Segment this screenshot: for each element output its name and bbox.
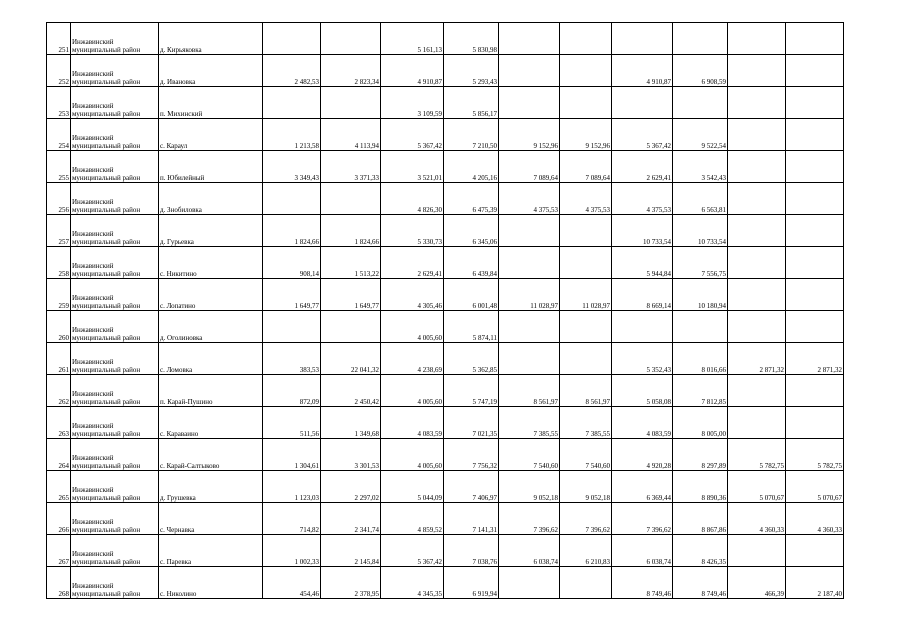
value-cell-c4: 5 293,43: [444, 55, 499, 87]
district-cell: Инжавинский муниципальный район: [71, 311, 159, 343]
value-cell-c7: 2 629,41: [612, 151, 673, 183]
value-cell-c2: 2 145,84: [321, 535, 381, 567]
value-cell-c8: 8 426,35: [673, 535, 728, 567]
value-cell-c9: [728, 55, 786, 87]
settlement-cell: с. Караваино: [159, 407, 263, 439]
value-cell-c6: [560, 55, 612, 87]
row-number: 263: [47, 407, 71, 439]
value-cell-c6: 4 375,53: [560, 183, 612, 215]
value-cell-c3: 4 305,46: [381, 279, 444, 311]
value-cell-c3: 4 005,60: [381, 375, 444, 407]
value-cell-c2: 22 041,32: [321, 343, 381, 375]
value-cell-c5: 7 089,64: [499, 151, 560, 183]
value-cell-c3: 4 005,60: [381, 439, 444, 471]
value-cell-c4: 7 406,97: [444, 471, 499, 503]
row-number: 258: [47, 247, 71, 279]
value-cell-c1: 908,14: [263, 247, 321, 279]
row-number: 251: [47, 23, 71, 55]
row-number: 266: [47, 503, 71, 535]
district-cell: Инжавинский муниципальный район: [71, 183, 159, 215]
value-cell-c1: 1 213,58: [263, 119, 321, 151]
value-cell-c6: [560, 87, 612, 119]
row-number: 260: [47, 311, 71, 343]
value-cell-c10: [786, 215, 844, 247]
district-cell: Инжавинский муниципальный район: [71, 375, 159, 407]
table-row: [47, 439, 844, 471]
settlement-cell: д. Кирьяковка: [159, 23, 263, 55]
value-cell-c7: 5 367,42: [612, 119, 673, 151]
table-row: [47, 311, 844, 343]
value-cell-c8: 8 890,36: [673, 471, 728, 503]
value-cell-c5: 8 561,97: [499, 375, 560, 407]
value-cell-c7: 8 749,46: [612, 567, 673, 599]
value-cell-c9: [728, 375, 786, 407]
value-cell-c5: [499, 215, 560, 247]
value-cell-c3: 5 367,42: [381, 535, 444, 567]
value-cell-c4: 7 021,35: [444, 407, 499, 439]
value-cell-c4: 5 747,19: [444, 375, 499, 407]
value-cell-c5: 9 052,18: [499, 471, 560, 503]
value-cell-c8: 9 522,54: [673, 119, 728, 151]
table-row: [47, 55, 844, 87]
value-cell-c3: 4 083,59: [381, 407, 444, 439]
table-row: [47, 471, 844, 503]
value-cell-c9: [728, 215, 786, 247]
value-cell-c6: 6 210,83: [560, 535, 612, 567]
value-cell-c8: 8 297,89: [673, 439, 728, 471]
table-row: [47, 183, 844, 215]
district-cell: Инжавинский муниципальный район: [71, 503, 159, 535]
value-cell-c5: 9 152,96: [499, 119, 560, 151]
value-cell-c8: 3 542,43: [673, 151, 728, 183]
row-number: 268: [47, 567, 71, 599]
settlement-cell: с. Ломовка: [159, 343, 263, 375]
value-cell-c10: [786, 375, 844, 407]
value-cell-c8: 6 563,81: [673, 183, 728, 215]
value-cell-c3: 4 859,52: [381, 503, 444, 535]
value-cell-c8: 8 005,00: [673, 407, 728, 439]
value-cell-c2: [321, 183, 381, 215]
value-cell-c2: [321, 311, 381, 343]
value-cell-c6: 9 052,18: [560, 471, 612, 503]
value-cell-c4: 7 038,76: [444, 535, 499, 567]
value-cell-c10: 5 782,75: [786, 439, 844, 471]
value-cell-c2: 2 378,95: [321, 567, 381, 599]
value-cell-c4: 7 210,50: [444, 119, 499, 151]
value-cell-c6: [560, 215, 612, 247]
value-cell-c2: 2 450,42: [321, 375, 381, 407]
value-cell-c10: 4 360,33: [786, 503, 844, 535]
value-cell-c8: [673, 87, 728, 119]
value-cell-c9: [728, 151, 786, 183]
value-cell-c1: 872,09: [263, 375, 321, 407]
row-number: 255: [47, 151, 71, 183]
value-cell-c1: 511,56: [263, 407, 321, 439]
value-cell-c3: 4 005,60: [381, 311, 444, 343]
value-cell-c10: 5 070,67: [786, 471, 844, 503]
value-cell-c4: 6 345,06: [444, 215, 499, 247]
value-cell-c7: 6 369,44: [612, 471, 673, 503]
table-row: [47, 503, 844, 535]
row-number: 262: [47, 375, 71, 407]
row-number: 264: [47, 439, 71, 471]
value-cell-c4: 5 874,11: [444, 311, 499, 343]
value-cell-c9: [728, 535, 786, 567]
value-cell-c9: [728, 311, 786, 343]
value-cell-c7: [612, 23, 673, 55]
value-cell-c10: [786, 23, 844, 55]
table-row: [47, 407, 844, 439]
table-row: [47, 215, 844, 247]
settlement-cell: д. Оголиновка: [159, 311, 263, 343]
value-cell-c1: 1 304,61: [263, 439, 321, 471]
value-cell-c4: 4 205,16: [444, 151, 499, 183]
district-cell: Инжавинский муниципальный район: [71, 343, 159, 375]
table-row: [47, 343, 844, 375]
value-cell-c1: 1 824,66: [263, 215, 321, 247]
district-cell: Инжавинский муниципальный район: [71, 567, 159, 599]
value-cell-c8: 6 908,59: [673, 55, 728, 87]
value-cell-c2: 2 341,74: [321, 503, 381, 535]
value-cell-c2: 1 824,66: [321, 215, 381, 247]
value-cell-c4: 5 362,85: [444, 343, 499, 375]
value-cell-c7: 4 920,28: [612, 439, 673, 471]
value-cell-c6: 9 152,96: [560, 119, 612, 151]
value-cell-c2: 1 513,22: [321, 247, 381, 279]
table-row: [47, 119, 844, 151]
value-cell-c6: [560, 247, 612, 279]
value-cell-c7: 5 352,43: [612, 343, 673, 375]
settlement-cell: п. Карай-Пушино: [159, 375, 263, 407]
table-row: [47, 247, 844, 279]
value-cell-c7: 8 669,14: [612, 279, 673, 311]
value-cell-c5: [499, 567, 560, 599]
value-cell-c8: 7 556,75: [673, 247, 728, 279]
table-row: [47, 23, 844, 55]
value-cell-c2: 3 371,33: [321, 151, 381, 183]
value-cell-c10: [786, 119, 844, 151]
value-cell-c6: 11 028,97: [560, 279, 612, 311]
value-cell-c10: [786, 407, 844, 439]
value-cell-c7: 7 396,62: [612, 503, 673, 535]
district-cell: Инжавинский муниципальный район: [71, 23, 159, 55]
value-cell-c9: [728, 87, 786, 119]
value-cell-c4: 5 830,98: [444, 23, 499, 55]
value-cell-c10: [786, 247, 844, 279]
value-cell-c2: 3 301,53: [321, 439, 381, 471]
value-cell-c8: 8 867,86: [673, 503, 728, 535]
value-cell-c3: 3 521,01: [381, 151, 444, 183]
value-cell-c4: 7 756,32: [444, 439, 499, 471]
value-cell-c1: 2 482,53: [263, 55, 321, 87]
row-number: 254: [47, 119, 71, 151]
value-cell-c5: [499, 87, 560, 119]
value-cell-c8: [673, 23, 728, 55]
value-cell-c1: [263, 23, 321, 55]
value-cell-c7: 6 038,74: [612, 535, 673, 567]
value-cell-c7: 5 058,08: [612, 375, 673, 407]
value-cell-c1: 1 123,03: [263, 471, 321, 503]
value-cell-c9: [728, 183, 786, 215]
value-cell-c9: 466,39: [728, 567, 786, 599]
district-cell: Инжавинский муниципальный район: [71, 119, 159, 151]
value-cell-c2: 1 649,77: [321, 279, 381, 311]
value-cell-c1: [263, 87, 321, 119]
value-cell-c5: 4 375,53: [499, 183, 560, 215]
row-number: 253: [47, 87, 71, 119]
table-row: [47, 375, 844, 407]
value-cell-c6: 8 561,97: [560, 375, 612, 407]
value-cell-c3: 2 629,41: [381, 247, 444, 279]
value-cell-c7: 4 375,53: [612, 183, 673, 215]
value-cell-c1: 3 349,43: [263, 151, 321, 183]
row-number: 257: [47, 215, 71, 247]
value-cell-c6: 7 396,62: [560, 503, 612, 535]
value-cell-c6: [560, 567, 612, 599]
value-cell-c10: 2 871,32: [786, 343, 844, 375]
district-cell: Инжавинский муниципальный район: [71, 247, 159, 279]
row-number: 267: [47, 535, 71, 567]
value-cell-c6: [560, 311, 612, 343]
table-row: [47, 87, 844, 119]
value-cell-c6: 7 089,64: [560, 151, 612, 183]
value-cell-c9: 4 360,33: [728, 503, 786, 535]
value-cell-c7: 10 733,54: [612, 215, 673, 247]
value-cell-c4: 7 141,31: [444, 503, 499, 535]
row-number: 256: [47, 183, 71, 215]
value-cell-c9: 5 070,67: [728, 471, 786, 503]
settlement-cell: п. Михинский: [159, 87, 263, 119]
value-cell-c7: 5 944,84: [612, 247, 673, 279]
value-cell-c3: 4 238,69: [381, 343, 444, 375]
value-cell-c2: 2 823,34: [321, 55, 381, 87]
value-cell-c6: [560, 23, 612, 55]
value-cell-c7: [612, 311, 673, 343]
value-cell-c5: 6 038,74: [499, 535, 560, 567]
row-number: 252: [47, 55, 71, 87]
value-cell-c7: [612, 87, 673, 119]
settlement-cell: с. Паревка: [159, 535, 263, 567]
value-cell-c3: 5 161,13: [381, 23, 444, 55]
value-cell-c9: [728, 247, 786, 279]
table-row: [47, 535, 844, 567]
district-cell: Инжавинский муниципальный район: [71, 215, 159, 247]
value-cell-c4: 6 001,48: [444, 279, 499, 311]
district-cell: Инжавинский муниципальный район: [71, 279, 159, 311]
value-cell-c2: 1 349,68: [321, 407, 381, 439]
district-cell: Инжавинский муниципальный район: [71, 535, 159, 567]
settlement-cell: д. Ивановка: [159, 55, 263, 87]
district-cell: Инжавинский муниципальный район: [71, 471, 159, 503]
district-cell: Инжавинский муниципальный район: [71, 151, 159, 183]
value-cell-c4: 6 439,84: [444, 247, 499, 279]
value-cell-c9: [728, 279, 786, 311]
value-cell-c5: [499, 55, 560, 87]
settlement-cell: д. Гурьевка: [159, 215, 263, 247]
value-cell-c10: [786, 279, 844, 311]
price-table: [46, 22, 844, 599]
value-cell-c3: 4 910,87: [381, 55, 444, 87]
value-cell-c3: 5 330,73: [381, 215, 444, 247]
value-cell-c5: [499, 247, 560, 279]
settlement-cell: с. Лопатино: [159, 279, 263, 311]
table-row: [47, 279, 844, 311]
settlement-cell: с. Никитино: [159, 247, 263, 279]
value-cell-c9: [728, 119, 786, 151]
value-cell-c6: 7 385,55: [560, 407, 612, 439]
settlement-cell: д. Знобиловка: [159, 183, 263, 215]
value-cell-c3: 4 345,35: [381, 567, 444, 599]
value-cell-c1: 1 002,33: [263, 535, 321, 567]
value-cell-c6: [560, 343, 612, 375]
row-number: 259: [47, 279, 71, 311]
district-cell: Инжавинский муниципальный район: [71, 87, 159, 119]
value-cell-c5: 7 385,55: [499, 407, 560, 439]
value-cell-c9: [728, 407, 786, 439]
value-cell-c8: [673, 311, 728, 343]
value-cell-c10: [786, 535, 844, 567]
value-cell-c5: 7 540,60: [499, 439, 560, 471]
district-cell: Инжавинский муниципальный район: [71, 407, 159, 439]
value-cell-c4: 6 919,94: [444, 567, 499, 599]
district-cell: Инжавинский муниципальный район: [71, 55, 159, 87]
value-cell-c10: [786, 311, 844, 343]
value-cell-c8: 10 180,94: [673, 279, 728, 311]
value-cell-c4: 6 475,39: [444, 183, 499, 215]
value-cell-c1: 454,46: [263, 567, 321, 599]
settlement-cell: с. Чернавка: [159, 503, 263, 535]
value-cell-c10: [786, 87, 844, 119]
settlement-cell: с. Караул: [159, 119, 263, 151]
settlement-cell: с. Карай-Салтыково: [159, 439, 263, 471]
value-cell-c7: 4 083,59: [612, 407, 673, 439]
value-cell-c2: [321, 23, 381, 55]
settlement-cell: с. Николино: [159, 567, 263, 599]
value-cell-c1: 714,82: [263, 503, 321, 535]
value-cell-c10: [786, 55, 844, 87]
value-cell-c8: 8 749,46: [673, 567, 728, 599]
value-cell-c1: 1 649,77: [263, 279, 321, 311]
value-cell-c5: [499, 343, 560, 375]
value-cell-c2: [321, 87, 381, 119]
value-cell-c4: 5 856,17: [444, 87, 499, 119]
value-cell-c5: [499, 311, 560, 343]
value-cell-c3: 5 044,09: [381, 471, 444, 503]
value-cell-c6: 7 540,60: [560, 439, 612, 471]
value-cell-c10: [786, 183, 844, 215]
value-cell-c2: 4 113,94: [321, 119, 381, 151]
value-cell-c1: 383,53: [263, 343, 321, 375]
row-number: 261: [47, 343, 71, 375]
value-cell-c1: [263, 183, 321, 215]
settlement-cell: д. Грушевка: [159, 471, 263, 503]
value-cell-c7: 4 910,87: [612, 55, 673, 87]
value-cell-c8: 10 733,54: [673, 215, 728, 247]
value-cell-c5: 11 028,97: [499, 279, 560, 311]
value-cell-c2: 2 297,02: [321, 471, 381, 503]
value-cell-c9: [728, 23, 786, 55]
value-cell-c5: 7 396,62: [499, 503, 560, 535]
value-cell-c1: [263, 311, 321, 343]
value-cell-c3: 4 826,30: [381, 183, 444, 215]
value-cell-c5: [499, 23, 560, 55]
value-cell-c10: 2 187,40: [786, 567, 844, 599]
district-cell: Инжавинский муниципальный район: [71, 439, 159, 471]
value-cell-c9: 2 871,32: [728, 343, 786, 375]
settlement-cell: п. Юбилейный: [159, 151, 263, 183]
value-cell-c8: 7 812,85: [673, 375, 728, 407]
table-row: [47, 567, 844, 599]
row-number: 265: [47, 471, 71, 503]
value-cell-c3: 3 109,59: [381, 87, 444, 119]
value-cell-c10: [786, 151, 844, 183]
table-row: [47, 151, 844, 183]
value-cell-c8: 8 016,66: [673, 343, 728, 375]
value-cell-c3: 5 367,42: [381, 119, 444, 151]
value-cell-c9: 5 782,75: [728, 439, 786, 471]
